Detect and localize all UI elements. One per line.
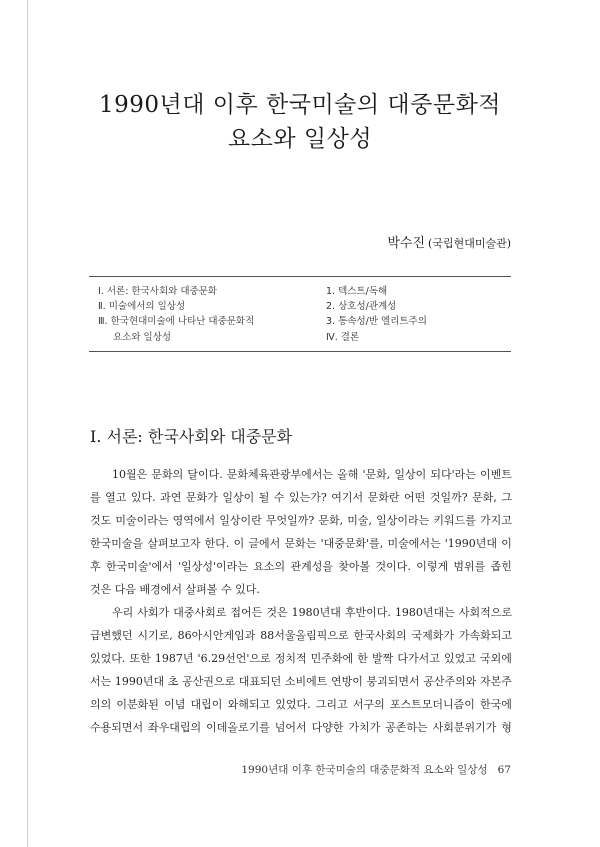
word: 있는가? [288, 491, 327, 504]
word: 있었다. [90, 652, 126, 665]
body-line [90, 463, 512, 486]
word: 미술, [347, 514, 372, 527]
page-footer [241, 762, 511, 777]
word: 열고 [105, 491, 127, 504]
word: 1980년대는 [394, 606, 455, 619]
toc-entry: Ⅰ. 서론: 한국사회와 대중문화 [98, 286, 218, 297]
title-line-1: 1990년대 이후 한국미술의 대중문화적 [98, 92, 502, 118]
word: 살펴보고자 [147, 537, 201, 550]
word: 수용되면서 [90, 721, 144, 734]
word: 것은 [266, 606, 288, 619]
word: 문화는 [284, 537, 317, 550]
word: 우리 [112, 606, 134, 619]
word: 대립이 [190, 698, 223, 711]
body-line [90, 486, 512, 509]
toc-entry: Ⅱ. 미술에서의 일상성 [98, 301, 186, 313]
author-byline [387, 232, 511, 251]
word: 있다. [130, 491, 156, 504]
word: 한다. [204, 537, 230, 550]
word: 올해 [337, 468, 359, 481]
word: 무엇일까? [265, 514, 315, 527]
word: 한국미술'에서 [105, 560, 173, 573]
word: 있다. [235, 583, 260, 596]
word: 88서울올림픽으로 [260, 629, 349, 642]
word: 배경에서 [139, 583, 183, 596]
word: 다음 [114, 583, 137, 596]
word: 이렇게 [416, 560, 449, 573]
word: 공산권으로 [181, 675, 236, 688]
word: 일상이 [394, 468, 427, 481]
word: 후반이다. [344, 606, 391, 619]
word: 일상이 [222, 491, 255, 504]
body-line [90, 578, 512, 601]
word: 문화, [472, 491, 497, 504]
author-affiliation: (국립현대미술관) [428, 237, 511, 250]
body-line [90, 509, 512, 532]
word: 한 [357, 652, 368, 665]
toc-right-column [326, 284, 506, 345]
word: 한국에 [480, 698, 512, 711]
body-text [90, 463, 512, 739]
word: '문화, [362, 468, 391, 481]
word: 사회가 [137, 606, 170, 619]
word: 한국사회의 [353, 629, 407, 642]
word: 것일까? [429, 491, 468, 504]
word: 범위를 [453, 560, 486, 573]
word: 이 [501, 537, 512, 550]
word: 시기로, [137, 629, 173, 642]
author-name: 박수진 [387, 236, 426, 251]
toc-entry: 2. 상호성/관계성 [326, 301, 397, 313]
word: 이분화된 [116, 698, 159, 711]
word: 가치가 [348, 721, 381, 734]
body-line [90, 716, 512, 739]
word: 대표되던 [238, 675, 282, 688]
word: 또한 [129, 652, 151, 665]
word: 찾아볼 [338, 560, 371, 573]
toc-bottom-rule [89, 351, 511, 352]
word: 발짝 [372, 652, 394, 665]
word: 될 [258, 491, 270, 504]
word: 정치적 [274, 652, 307, 665]
body-line [90, 555, 512, 578]
word: 국제화가 [411, 629, 454, 642]
word: 민주화에 [310, 652, 354, 665]
word: 되다'라는 [430, 468, 476, 481]
word: 1980년대 [291, 606, 341, 619]
word: 국외에 [479, 652, 512, 665]
word: 가속화되고 [458, 629, 512, 642]
page-number: 67 [497, 764, 511, 776]
body-line [90, 624, 512, 647]
word: 초 [167, 675, 179, 688]
word: 글에서 [248, 537, 281, 550]
word: 가지고 [479, 514, 512, 527]
title-line-2: 요소와 일상성 [227, 126, 373, 152]
word: 10월은 [112, 468, 148, 481]
word: 붕괴되면서 [366, 675, 420, 688]
paper-title [60, 88, 540, 156]
running-title: 1990년대 이후 한국미술의 대중문화적 요소와 일상성 [241, 764, 488, 776]
word: 미술에서는 [387, 537, 441, 550]
word: 후 [90, 560, 101, 573]
word: 1987년 [154, 652, 194, 665]
word: 자본주 [479, 675, 512, 688]
word: 있었고 [443, 652, 476, 665]
word: 넘어서 [274, 721, 307, 734]
word: 관계성을 [290, 560, 333, 573]
word: 포스트모더니즘이 [389, 698, 475, 711]
word: 살펴볼 [185, 583, 218, 596]
word: 여기서 [331, 491, 364, 504]
toc-top-rule [89, 276, 511, 277]
body-line [90, 693, 512, 716]
word: 86아시안게임과 [177, 629, 256, 642]
word: 그리고 [315, 698, 348, 711]
word: 다가서고 [397, 652, 440, 665]
toc-entry: Ⅳ. 결론 [326, 331, 360, 343]
section-heading: Ⅰ. 서론: 한국사회와 대중문화 [90, 427, 293, 446]
word: '1990년대 [444, 537, 498, 550]
word: 다양한 [311, 721, 344, 734]
word: 소비에트 [284, 675, 328, 688]
word: 그 [501, 491, 512, 504]
word: 것은 [90, 583, 112, 596]
word: 공존하는 [385, 721, 428, 734]
word: 것이다. [375, 560, 411, 573]
word: 문화체육관광부에서는 [226, 468, 334, 481]
word: 문화의 [151, 468, 184, 481]
word: 연방이 [330, 675, 363, 688]
body-line [90, 647, 512, 670]
body-line [90, 670, 512, 693]
word: 사회분위기가 [432, 721, 497, 734]
page-margin-rule [27, 0, 28, 847]
word: 접어든 [230, 606, 263, 619]
word: 수 [273, 491, 285, 504]
word: 것도 [90, 514, 112, 527]
word: 문화가 [185, 491, 218, 504]
word: 요소의 [253, 560, 286, 573]
word: 이벤트 [480, 468, 512, 481]
word: 급변했던 [90, 629, 133, 642]
word: 달이다. [187, 468, 223, 481]
word: 영역에서 [172, 514, 216, 527]
word: 1990년대 [114, 675, 165, 688]
word: 과연 [160, 491, 182, 504]
word: 이 [233, 537, 245, 550]
word: '일상성'이라는 [178, 560, 248, 573]
toc-entry: 요소와 일상성 [113, 331, 172, 343]
word: 일상이라는 [376, 514, 430, 527]
word: 서는 [90, 675, 112, 688]
word: 이데올로기를 [206, 721, 270, 734]
word: '대중문화'를, [320, 537, 384, 550]
word: 와해되고 [227, 698, 271, 711]
word: 대중사회로 [173, 606, 227, 619]
word: 문화란 [367, 491, 400, 504]
word: 이념 [164, 698, 186, 711]
word: 일상이란 [219, 514, 262, 527]
word: 서구의 [352, 698, 385, 711]
word: 좌우대립의 [148, 721, 202, 734]
body-line [90, 532, 512, 555]
word: 사회적으로 [458, 606, 512, 619]
toc-entry: 1. 텍스트/독해 [326, 286, 388, 297]
word: 한국미술을 [90, 537, 144, 550]
word: 있었다. [275, 698, 311, 711]
word: 의의 [90, 698, 112, 711]
word: 좁힌 [490, 560, 512, 573]
word: 문화, [318, 514, 344, 527]
word: 형 [501, 721, 512, 734]
word: 키워드를 [433, 514, 476, 527]
word: 어떤 [404, 491, 426, 504]
body-line [90, 601, 512, 624]
toc-left-column [98, 284, 328, 345]
word: 수 [220, 583, 232, 596]
word: 공산주의와 [423, 675, 477, 688]
word: 를 [90, 491, 101, 504]
toc-entry: 3. 통속성/반 엘리트주의 [326, 316, 427, 328]
word: 미술이라는 [115, 514, 169, 527]
toc-entry: Ⅲ. 한국현대미술에 나타난 대중문화적 [98, 316, 255, 328]
word: '6.29선언'으로 [197, 652, 271, 665]
